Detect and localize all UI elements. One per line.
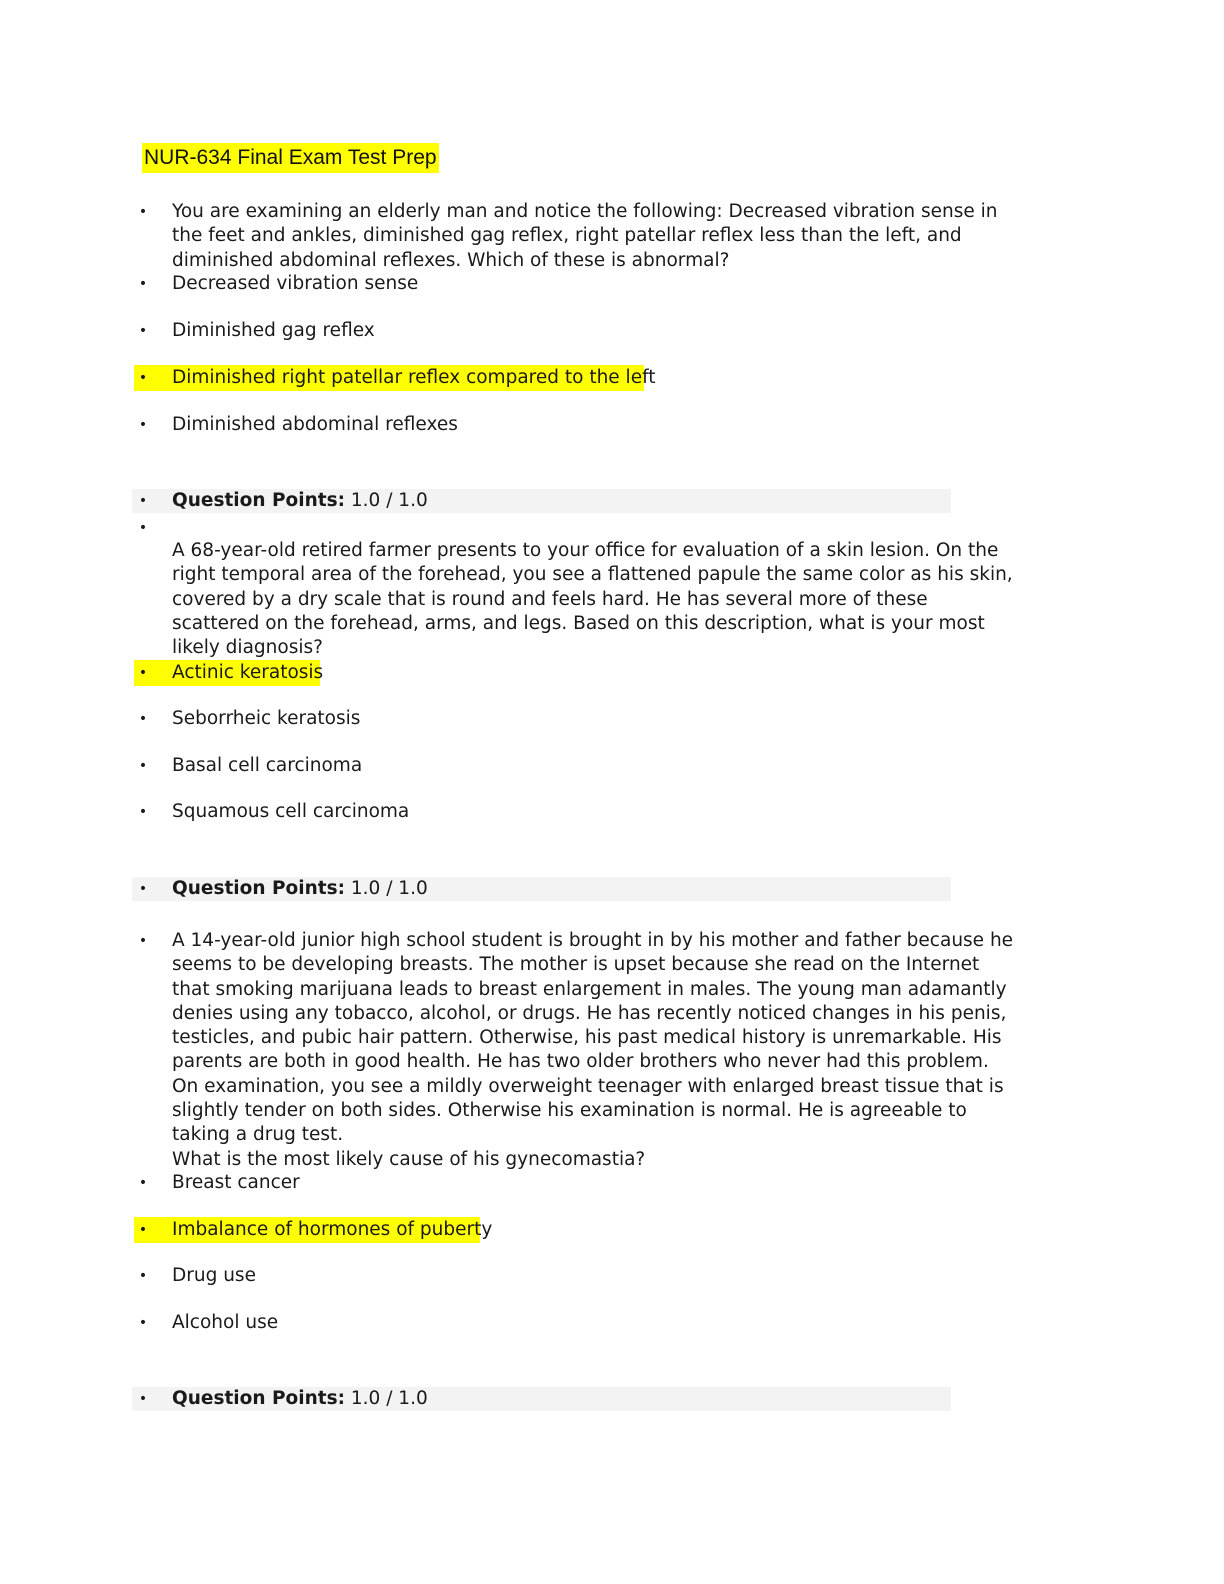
bullet: • xyxy=(138,1175,148,1191)
bullet: • xyxy=(138,758,148,774)
bullet: • xyxy=(138,276,148,292)
q3-stem-line: seems to be developing breasts. The mother is upset because she read on the Internet xyxy=(172,954,980,976)
bullet: • xyxy=(138,370,148,386)
q3-stem-line: A 14-year-old junior high school student is brought in by his mother and father because he xyxy=(172,930,1014,951)
q1-stem-line: You are examining an elderly man and notice the following: Decreased vibration sense in xyxy=(172,201,998,222)
q3-stem-line: On examination, you see a mildly overweight teenager with enlarged breast tissue that is xyxy=(172,1075,1004,1097)
points-text xyxy=(172,489,428,513)
points-text xyxy=(172,1387,428,1411)
q2-stem-line: likely diagnosis? xyxy=(172,637,323,659)
bullet: • xyxy=(138,1391,148,1407)
bullet: • xyxy=(138,933,148,949)
q1-stem-line: the feet and ankles, diminished gag reflex, right patellar reflex less than the left, and xyxy=(172,225,962,247)
option-label: Diminished abdominal reflexes xyxy=(172,414,458,435)
points-label: Question Points: xyxy=(172,878,345,899)
q3-stem-line: slightly tender on both sides. Otherwise his examination is normal. He is agreeable to xyxy=(172,1100,967,1122)
q3-stem-line: testicles, and pubic hair pattern. Otherwise, his past medical history is unremarkable. His xyxy=(172,1027,1002,1049)
bullet: • xyxy=(138,1315,148,1331)
q2-stem-line: right temporal area of the forehead, you see a flattened papule the same color as his skin, xyxy=(172,564,1013,586)
bullet: • xyxy=(138,520,148,536)
page-title: NUR-634 Final Exam Test Prep xyxy=(142,143,439,173)
option-label: Squamous cell carcinoma xyxy=(172,801,410,822)
q2-stem-line: covered by a dry scale that is round and feels hard. He has several more of these xyxy=(172,588,928,610)
option-label: Alcohol use xyxy=(172,1312,279,1333)
q3-stem-line: taking a drug test. xyxy=(172,1124,344,1146)
q2-stem xyxy=(172,539,1013,660)
q3-stem-line: denies using any tobacco, alcohol, or drugs. He has recently noticed changes in his penis, xyxy=(172,1002,1007,1024)
points-value: 1.0 / 1.0 xyxy=(350,1388,428,1409)
bullet: • xyxy=(138,417,148,433)
q3-stem-line: parents are both in good health. He has two older brothers who never had this problem. xyxy=(172,1051,989,1073)
q1-stem xyxy=(172,200,997,273)
option-label: Actinic keratosis xyxy=(172,662,324,683)
option-label: Diminished gag reflex xyxy=(172,320,375,341)
points-value: 1.0 / 1.0 xyxy=(350,878,428,899)
bullet: • xyxy=(138,1222,148,1238)
option-label: Decreased vibration sense xyxy=(172,273,419,294)
bullet: • xyxy=(138,881,148,897)
q3-stem-line: What is the most likely cause of his gynecomastia? xyxy=(172,1148,646,1170)
q1-stem-line: diminished abdominal reflexes. Which of these is abnormal? xyxy=(172,249,730,271)
option-label: Basal cell carcinoma xyxy=(172,755,363,776)
bullet: • xyxy=(138,665,148,681)
q3-stem xyxy=(172,929,1013,1172)
bullet: • xyxy=(138,804,148,820)
bullet: • xyxy=(138,323,148,339)
option-label: Breast cancer xyxy=(172,1172,300,1193)
q3-stem-line: that smoking marijuana leads to breast enlargement in males. The young man adamantly xyxy=(172,978,1007,1000)
points-label: Question Points: xyxy=(172,1388,345,1409)
points-value: 1.0 / 1.0 xyxy=(350,490,428,511)
option-label: Diminished right patellar reflex compared to the left xyxy=(172,367,656,388)
option-label: Seborrheic keratosis xyxy=(172,708,361,729)
bullet: • xyxy=(138,711,148,727)
option-label: Imbalance of hormones of puberty xyxy=(172,1219,493,1240)
bullet: • xyxy=(138,204,148,220)
points-label: Question Points: xyxy=(172,490,345,511)
q2-stem-line: scattered on the forehead, arms, and legs. Based on this description, what is your most xyxy=(172,612,985,634)
q2-stem-line: A 68-year-old retired farmer presents to your office for evaluation of a skin lesion. On the xyxy=(172,540,999,561)
points-text xyxy=(172,877,428,901)
option-label: Drug use xyxy=(172,1265,256,1286)
bullet: • xyxy=(138,493,148,509)
bullet: • xyxy=(138,1268,148,1284)
